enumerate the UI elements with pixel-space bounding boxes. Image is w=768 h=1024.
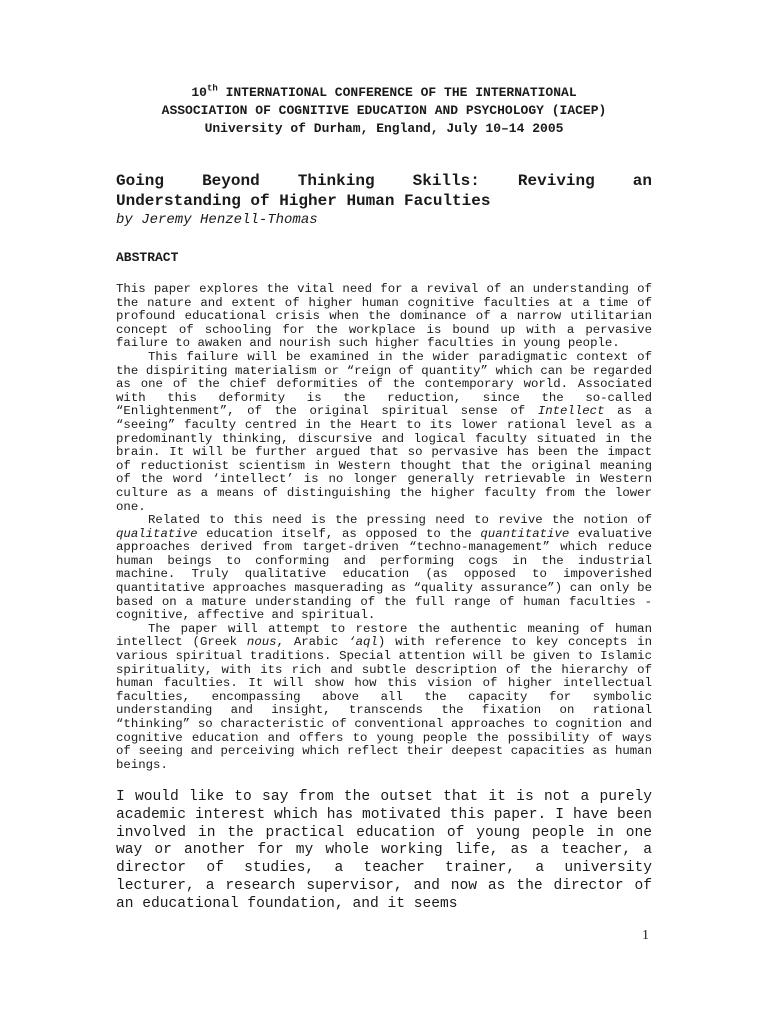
conference-line-3: University of Durham, England, July 10–14 2005 (204, 121, 564, 136)
paper-title-line-2: Understanding of Higher Human Faculties (116, 192, 491, 210)
abstract-p2-emphasis: Intellect (537, 404, 605, 419)
conference-line-2: ASSOCIATION OF COGNITIVE EDUCATION AND PSYCHOLOGY (IACEP) (161, 103, 607, 118)
abstract-p4-emphasis-2: ‘aql (348, 635, 378, 650)
abstract-p4-text-a: The paper will attempt to restore the authentic meaning of human intellect (Greek (116, 621, 652, 650)
abstract-p3-emphasis-1: qualitative (116, 526, 198, 541)
page-number: 1 (642, 928, 649, 943)
abstract-paragraph-4 (116, 623, 652, 773)
abstract-p3-text-b: education itself, as opposed to the (197, 526, 481, 541)
abstract-paragraph-1: This paper explores the vital need for a revival of an understanding of the nature and extent of higher human cognitive faculties at a time of profound educational crisis when the dominance of a narrow utilitarian concept of schooling for the workplace is bound up with a pervasive failure to awaken and nourish such higher faculties in young people. (116, 282, 652, 351)
abstract-p4-text-c: ) with reference to key concepts in various spiritual traditions. Special attention will be given to Islamic spirituality, with its rich and subtle description of the hierarchy of human faculties. It will show how this vision of higher intellectual faculties, encompassing above all the capacity for symbolic understanding and insight, transcends the fixation on rational “thinking” so characteristic of conventional approaches to cognition and cognitive education and offers to young people the possibility of ways of seeing and perceiving which reflect their deepest capacities as human beings. (116, 635, 652, 772)
abstract-heading: ABSTRACT (116, 250, 179, 265)
ordinal-suffix: th (206, 83, 218, 94)
paper-author: by Jeremy Henzell-Thomas (116, 212, 318, 228)
conference-edition-number: 10 (191, 85, 207, 100)
abstract-p3-text-a: Related to this need is the pressing need to revive the notion of (148, 513, 652, 528)
paper-title (116, 171, 652, 211)
conference-line-1-text: INTERNATIONAL CONFERENCE OF THE INTERNATIONAL (217, 85, 577, 100)
abstract-p2-text-b: as a “seeing” faculty centred in the Heart to its lower rational level as a predominantly thinking, discursive and logical faculty situated in the brain. It will be further argued that so pervasive has been the impact of reductionist scientism in Western thought that the original meaning of the word ‘intellect’ is no longer generally retrievable in Western culture as a means of distinguishing the higher faculty from the lower one. (116, 404, 652, 514)
conference-line-1 (116, 84, 652, 102)
paper-title-line-1: Going Beyond Thinking Skills: Reviving an (116, 172, 652, 190)
body-paragraph-1: I would like to say from the outset that it is not a purely academic interest which has motivated this paper. I have been involved in the practical education of young people in one way or another for my whole working life, as a teacher, a director of studies, a teacher trainer, a university lecturer, a research supervisor, and now as the director of an educational foundation, and it seems (116, 789, 652, 912)
abstract-p4-emphasis-1: nous (246, 635, 277, 650)
abstract-body (116, 283, 652, 772)
abstract-p3-emphasis-2: quantitative (480, 526, 570, 541)
abstract-p4-text-b: , Arabic (276, 635, 349, 650)
document-page (116, 0, 652, 913)
abstract-p3-text-c: evaluative approaches derived from target-driven “techno-management” which reduce human beings to conforming and performing cogs in the industrial machine. Truly qualitative education (as opposed to impoverished quantitative approaches masquerading as “quality assurance”) can only be based on a mature understanding of the full range of human faculties - cognitive, affective and spiritual. (116, 526, 653, 623)
abstract-p2-text-a: This failure will be examined in the wider paradigmatic context of the dispiriting materialism or “reign of quantity” which can be regarded as one of the chief deformities of the contemporary world. Associated with this deformity is the reduction, since the so-called “Enlightenment”, of the original spiritual sense of (116, 349, 652, 419)
conference-header (116, 84, 652, 138)
abstract-paragraph-2 (116, 351, 652, 514)
abstract-paragraph-3 (116, 514, 652, 623)
